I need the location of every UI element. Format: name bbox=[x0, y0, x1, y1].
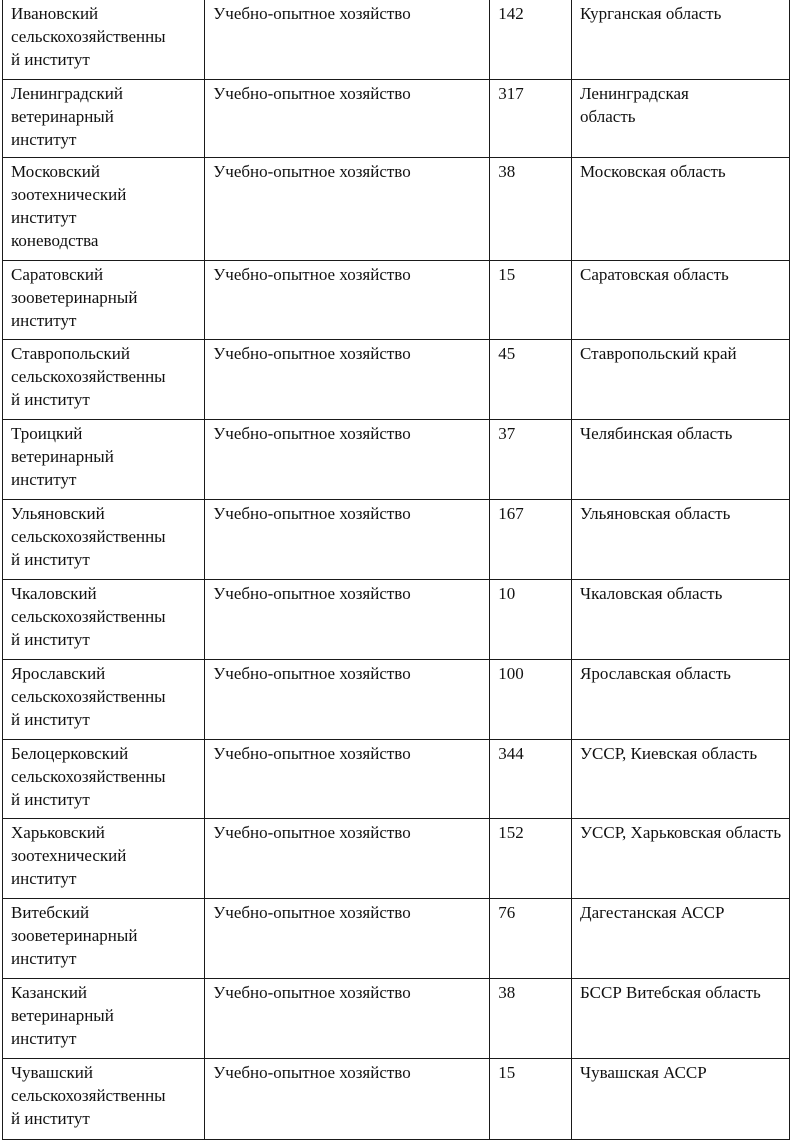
value: 142 bbox=[498, 4, 524, 23]
institute-cell bbox=[3, 80, 205, 158]
location: Чувашская АССР bbox=[580, 1063, 707, 1082]
farm-type: Учебно-опытное хозяйство bbox=[213, 504, 411, 523]
institute-cell bbox=[3, 979, 205, 1059]
location-cell bbox=[572, 979, 790, 1059]
table-row bbox=[3, 819, 790, 899]
farm-type-cell bbox=[205, 0, 490, 80]
table-row bbox=[3, 420, 790, 500]
farm-type-cell bbox=[205, 740, 490, 819]
institute-cell bbox=[3, 819, 205, 899]
farm-type-cell bbox=[205, 660, 490, 740]
farm-type-cell bbox=[205, 80, 490, 158]
table-row bbox=[3, 740, 790, 819]
location: УССР, Киевская область bbox=[580, 744, 758, 763]
value: 100 bbox=[498, 664, 524, 683]
value-cell bbox=[490, 660, 572, 740]
farm-type-cell bbox=[205, 340, 490, 420]
location: Ставропольский край bbox=[580, 344, 737, 363]
table-row bbox=[3, 899, 790, 979]
farm-type: Учебно-опытное хозяйство bbox=[213, 584, 411, 603]
institutes-table bbox=[2, 0, 790, 1140]
location-cell bbox=[572, 660, 790, 740]
value-cell bbox=[490, 1059, 572, 1140]
value-cell bbox=[490, 500, 572, 580]
location-cell bbox=[572, 500, 790, 580]
institute-cell bbox=[3, 500, 205, 580]
location-cell bbox=[572, 899, 790, 979]
farm-type: Учебно-опытное хозяйство bbox=[213, 162, 411, 181]
institute-name: Троицкий ветеринарный институт bbox=[11, 424, 114, 489]
farm-type-cell bbox=[205, 899, 490, 979]
location-cell bbox=[572, 580, 790, 660]
location-cell bbox=[572, 740, 790, 819]
value-cell bbox=[490, 420, 572, 500]
location: Саратовская область bbox=[580, 265, 729, 284]
farm-type-cell bbox=[205, 580, 490, 660]
table-row bbox=[3, 580, 790, 660]
location-cell bbox=[572, 158, 790, 261]
farm-type: Учебно-опытное хозяйство bbox=[213, 265, 411, 284]
value-cell bbox=[490, 0, 572, 80]
institute-cell bbox=[3, 660, 205, 740]
value-cell bbox=[490, 580, 572, 660]
table-row bbox=[3, 340, 790, 420]
value-cell bbox=[490, 979, 572, 1059]
farm-type-cell bbox=[205, 979, 490, 1059]
institute-name: Ярославский сельскохозяйственны й институт bbox=[11, 664, 166, 729]
location: Московская область bbox=[580, 162, 726, 181]
value: 15 bbox=[498, 265, 516, 284]
institute-name: Чувашский сельскохозяйственны й институт bbox=[11, 1063, 166, 1128]
table-row bbox=[3, 660, 790, 740]
institute-name: Ленинградский ветеринарный институт bbox=[11, 84, 123, 149]
farm-type-cell bbox=[205, 420, 490, 500]
location: БССР Витебская область bbox=[580, 983, 761, 1002]
institute-name: Ивановский сельскохозяйственны й институт bbox=[11, 4, 166, 69]
value-cell bbox=[490, 158, 572, 261]
location: Ярославская область bbox=[580, 664, 731, 683]
location: УССР, Харьковская область bbox=[580, 823, 782, 842]
location-cell bbox=[572, 261, 790, 340]
institute-cell bbox=[3, 261, 205, 340]
value: 152 bbox=[498, 823, 524, 842]
institute-name: Чкаловский сельскохозяйственны й институт bbox=[11, 584, 166, 649]
value: 76 bbox=[498, 903, 516, 922]
table-row bbox=[3, 261, 790, 340]
institute-name: Казанский ветеринарный институт bbox=[11, 983, 114, 1048]
location: Дагестанская АССР bbox=[580, 903, 725, 922]
farm-type: Учебно-опытное хозяйство bbox=[213, 744, 411, 763]
institute-name: Харьковский зоотехнический институт bbox=[11, 823, 127, 888]
farm-type-cell bbox=[205, 261, 490, 340]
value-cell bbox=[490, 261, 572, 340]
institute-cell bbox=[3, 340, 205, 420]
institute-name: Белоцерковский сельскохозяйственны й институт bbox=[11, 744, 166, 809]
location-cell bbox=[572, 340, 790, 420]
table-row bbox=[3, 80, 790, 158]
location: Челябинская область bbox=[580, 424, 733, 443]
value: 10 bbox=[498, 584, 516, 603]
value: 15 bbox=[498, 1063, 516, 1082]
farm-type-cell bbox=[205, 1059, 490, 1140]
institute-cell bbox=[3, 420, 205, 500]
institute-cell bbox=[3, 580, 205, 660]
value: 37 bbox=[498, 424, 516, 443]
location-cell bbox=[572, 80, 790, 158]
institute-cell bbox=[3, 1059, 205, 1140]
institute-cell bbox=[3, 740, 205, 819]
location: Ленинградская область bbox=[580, 84, 689, 126]
farm-type: Учебно-опытное хозяйство bbox=[213, 4, 411, 23]
farm-type: Учебно-опытное хозяйство bbox=[213, 84, 411, 103]
institute-name: Московский зоотехнический институт коневодства bbox=[11, 162, 127, 250]
location: Чкаловская область bbox=[580, 584, 723, 603]
location-cell bbox=[572, 1059, 790, 1140]
table-row bbox=[3, 979, 790, 1059]
location: Курганская область bbox=[580, 4, 722, 23]
institute-name: Ставропольский сельскохозяйственны й институт bbox=[11, 344, 166, 409]
location-cell bbox=[572, 420, 790, 500]
value: 45 bbox=[498, 344, 516, 363]
value-cell bbox=[490, 340, 572, 420]
institute-name: Саратовский зооветеринарный институт bbox=[11, 265, 138, 330]
farm-type-cell bbox=[205, 500, 490, 580]
farm-type: Учебно-опытное хозяйство bbox=[213, 1063, 411, 1082]
farm-type: Учебно-опытное хозяйство bbox=[213, 903, 411, 922]
value: 38 bbox=[498, 162, 516, 181]
farm-type: Учебно-опытное хозяйство bbox=[213, 823, 411, 842]
value: 38 bbox=[498, 983, 516, 1002]
farm-type: Учебно-опытное хозяйство bbox=[213, 664, 411, 683]
value: 167 bbox=[498, 504, 524, 523]
value-cell bbox=[490, 740, 572, 819]
institute-name: Витебский зооветеринарный институт bbox=[11, 903, 138, 968]
farm-type: Учебно-опытное хозяйство bbox=[213, 983, 411, 1002]
value-cell bbox=[490, 80, 572, 158]
table-row bbox=[3, 500, 790, 580]
institute-name: Ульяновский сельскохозяйственны й институт bbox=[11, 504, 166, 569]
table-row bbox=[3, 1059, 790, 1140]
value-cell bbox=[490, 819, 572, 899]
institute-cell bbox=[3, 899, 205, 979]
institute-cell bbox=[3, 0, 205, 80]
value: 317 bbox=[498, 84, 524, 103]
location-cell bbox=[572, 819, 790, 899]
table-body bbox=[3, 0, 790, 1140]
farm-type: Учебно-опытное хозяйство bbox=[213, 424, 411, 443]
farm-type: Учебно-опытное хозяйство bbox=[213, 344, 411, 363]
value: 344 bbox=[498, 744, 524, 763]
location-cell bbox=[572, 0, 790, 80]
farm-type-cell bbox=[205, 819, 490, 899]
value-cell bbox=[490, 899, 572, 979]
institute-cell bbox=[3, 158, 205, 261]
table-row bbox=[3, 158, 790, 261]
table-row bbox=[3, 0, 790, 80]
location: Ульяновская область bbox=[580, 504, 731, 523]
farm-type-cell bbox=[205, 158, 490, 261]
